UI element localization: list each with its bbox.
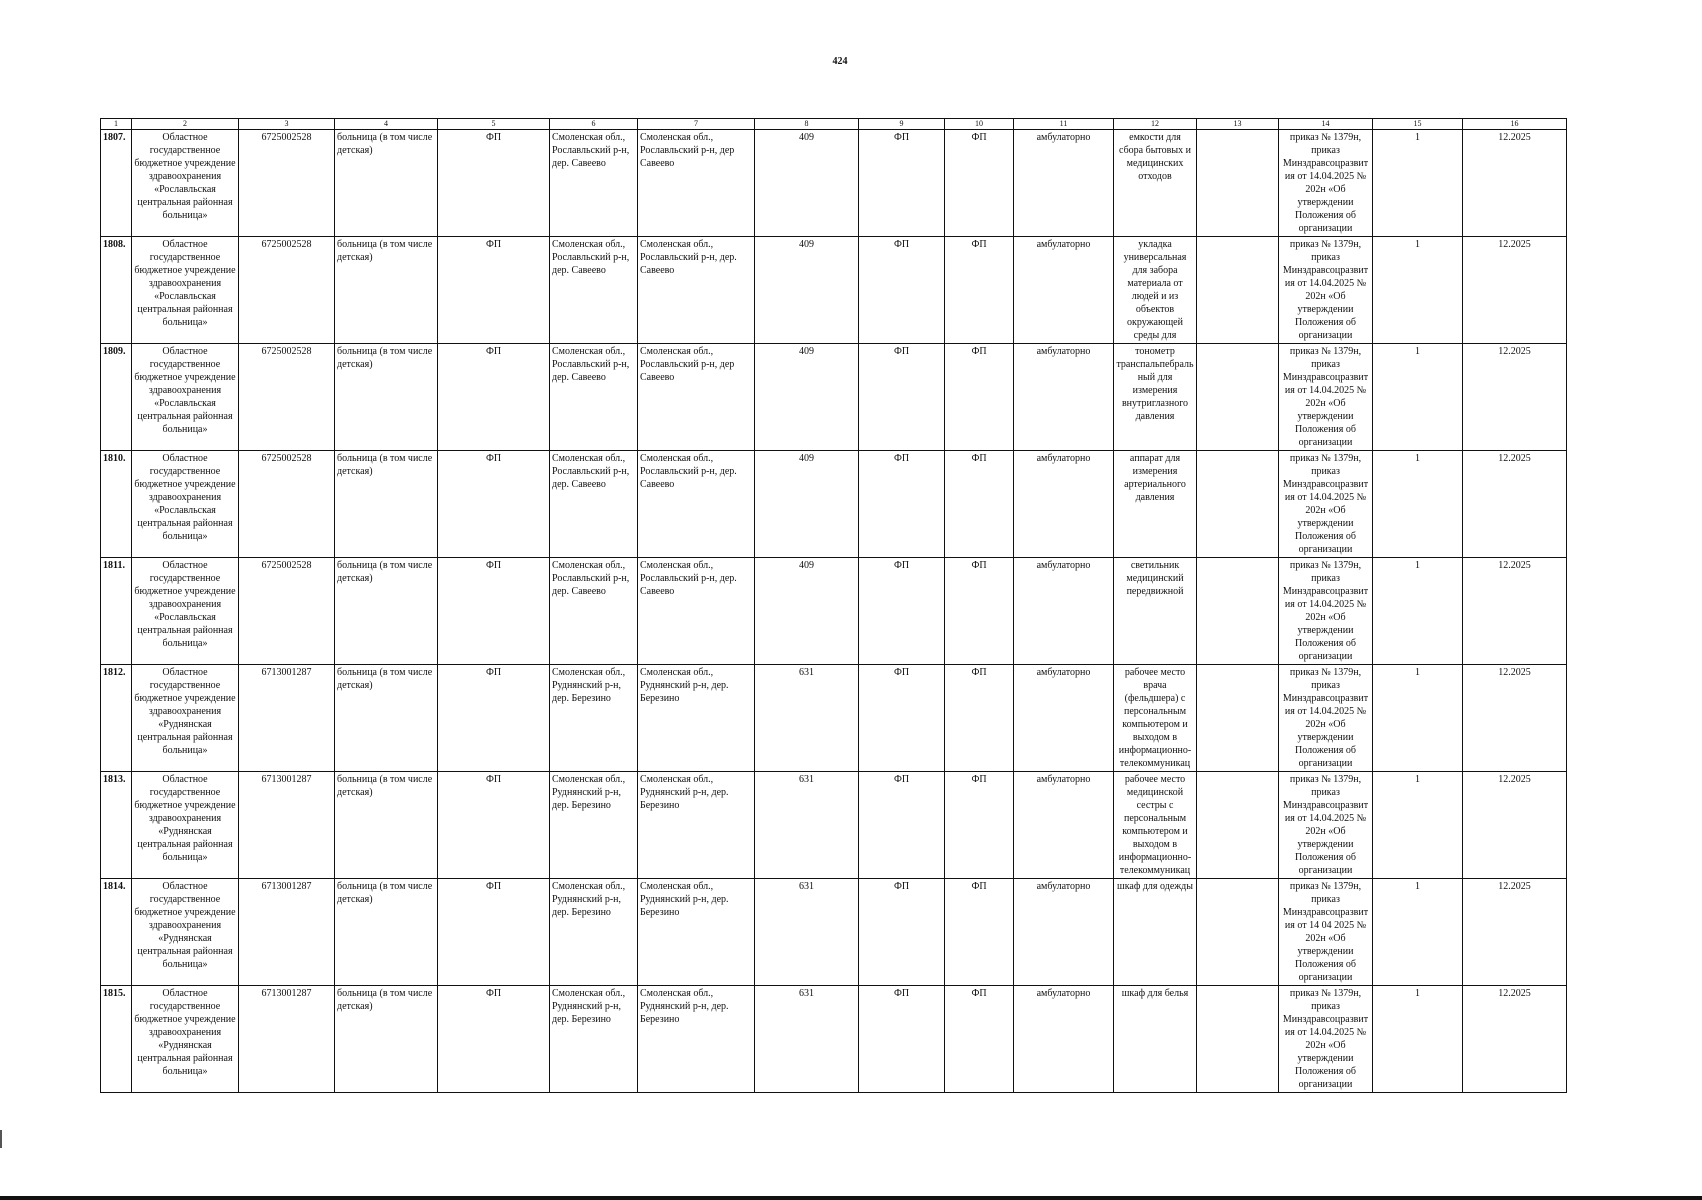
empty-cell [1197,772,1279,879]
unit-type: ФП [438,130,550,237]
inn-code: 6713001287 [239,772,335,879]
unit-type: ФП [438,986,550,1093]
actual-address: Смоленская обл., Руднянский р-н, дер. Березино [638,772,755,879]
actual-address: Смоленская обл., Рославльский р-н, дер. Савеево [638,237,755,344]
inn-code: 6725002528 [239,558,335,665]
due-date: 12.2025 [1463,130,1567,237]
equipment-name: шкаф для белья [1114,986,1197,1093]
due-date: 12.2025 [1463,451,1567,558]
population: 409 [755,237,859,344]
column-number: 14 [1279,119,1373,130]
column-number: 3 [239,119,335,130]
unit-kind: ФП [859,665,945,772]
organization-name: Областное государственное бюджетное учреждение здравоохранения «Рославльская центральная районная больница» [132,344,239,451]
quantity: 1 [1373,451,1463,558]
row-number: 1815. [101,986,132,1093]
table-row [101,986,1567,1093]
unit-kind: ФП [859,879,945,986]
unit-type: ФП [438,879,550,986]
regulation-reference: приказ № 1379н, приказ Минздравсоцразвития от 14.04.2025 № 202н «Об утверждении Положения об организации [1279,451,1373,558]
facility-type: больница (в том числе детская) [335,772,438,879]
unit-type: ФП [438,344,550,451]
row-number: 1807. [101,130,132,237]
actual-address: Смоленская обл., Рославльский р-н, дер. Савеево [638,558,755,665]
row-number: 1809. [101,344,132,451]
column-number: 5 [438,119,550,130]
population: 631 [755,772,859,879]
legal-address: Смоленская обл., Руднянский р-н, дер. Березино [550,879,638,986]
due-date: 12.2025 [1463,665,1567,772]
unit-kind-2: ФП [945,237,1014,344]
column-number: 11 [1014,119,1114,130]
scan-mark [0,1130,2,1148]
table-body [101,130,1567,1093]
actual-address: Смоленская обл., Рославльский р-н, дер Савеево [638,130,755,237]
care-conditions: амбулаторно [1014,344,1114,451]
unit-type: ФП [438,451,550,558]
population: 631 [755,879,859,986]
unit-kind-2: ФП [945,451,1014,558]
unit-kind: ФП [859,558,945,665]
unit-kind-2: ФП [945,665,1014,772]
unit-kind-2: ФП [945,986,1014,1093]
care-conditions: амбулаторно [1014,451,1114,558]
organization-name: Областное государственное бюджетное учреждение здравоохранения «Рославльская центральная районная больница» [132,451,239,558]
equipment-register-table [100,118,1567,1093]
unit-kind-2: ФП [945,344,1014,451]
facility-type: больница (в том числе детская) [335,237,438,344]
legal-address: Смоленская обл., Руднянский р-н, дер. Березино [550,665,638,772]
actual-address: Смоленская обл., Рославльский р-н, дер Савеево [638,344,755,451]
column-number: 13 [1197,119,1279,130]
regulation-reference: приказ № 1379н, приказ Минздравсоцразвития от 14.04.2025 № 202н «Об утверждении Положения об организации [1279,558,1373,665]
legal-address: Смоленская обл., Рославльский р-н, дер. Савеево [550,451,638,558]
legal-address: Смоленская обл., Рославльский р-н, дер. Савеево [550,130,638,237]
unit-kind: ФП [859,237,945,344]
empty-cell [1197,665,1279,772]
care-conditions: амбулаторно [1014,772,1114,879]
inn-code: 6725002528 [239,237,335,344]
organization-name: Областное государственное бюджетное учреждение здравоохранения «Руднянская центральная районная больница» [132,772,239,879]
equipment-name: шкаф для одежды [1114,879,1197,986]
organization-name: Областное государственное бюджетное учреждение здравоохранения «Руднянская центральная районная больница» [132,986,239,1093]
table-row [101,665,1567,772]
organization-name: Областное государственное бюджетное учреждение здравоохранения «Рославльская центральная районная больница» [132,237,239,344]
legal-address: Смоленская обл., Рославльский р-н, дер. Савеево [550,558,638,665]
row-number: 1814. [101,879,132,986]
inn-code: 6725002528 [239,344,335,451]
due-date: 12.2025 [1463,237,1567,344]
column-number: 12 [1114,119,1197,130]
equipment-name: емкости для сбора бытовых и медицинских отходов [1114,130,1197,237]
equipment-name: аппарат для измерения артериального давления [1114,451,1197,558]
column-number: 4 [335,119,438,130]
regulation-reference: приказ № 1379н, приказ Минздравсоцразвития от 14.04.2025 № 202н «Об утверждении Положения об организации [1279,344,1373,451]
actual-address: Смоленская обл., Рославльский р-н, дер. Савеево [638,451,755,558]
unit-type: ФП [438,558,550,665]
column-number: 15 [1373,119,1463,130]
unit-kind-2: ФП [945,772,1014,879]
regulation-reference: приказ № 1379н, приказ Минздравсоцразвития от 14.04.2025 № 202н «Об утверждении Положения об организации [1279,237,1373,344]
due-date: 12.2025 [1463,558,1567,665]
empty-cell [1197,130,1279,237]
unit-kind: ФП [859,772,945,879]
quantity: 1 [1373,665,1463,772]
row-number: 1812. [101,665,132,772]
column-number: 9 [859,119,945,130]
column-number: 16 [1463,119,1567,130]
equipment-name: укладка универсальная для забора материала от людей и из объектов окружающей среды для [1114,237,1197,344]
population: 409 [755,344,859,451]
table-row [101,772,1567,879]
quantity: 1 [1373,237,1463,344]
population: 631 [755,665,859,772]
legal-address: Смоленская обл., Рославльский р-н, дер. Савеево [550,237,638,344]
empty-cell [1197,986,1279,1093]
organization-name: Областное государственное бюджетное учреждение здравоохранения «Руднянская центральная районная больница» [132,879,239,986]
unit-type: ФП [438,665,550,772]
scan-bottom-edge [0,1196,1702,1200]
organization-name: Областное государственное бюджетное учреждение здравоохранения «Руднянская центральная районная больница» [132,665,239,772]
quantity: 1 [1373,772,1463,879]
regulation-reference: приказ № 1379н, приказ Минздравсоцразвития от 14 04 2025 № 202н «Об утверждении Положения об организации [1279,879,1373,986]
column-number: 6 [550,119,638,130]
row-number: 1811. [101,558,132,665]
care-conditions: амбулаторно [1014,665,1114,772]
column-number: 10 [945,119,1014,130]
due-date: 12.2025 [1463,986,1567,1093]
page-number: 424 [832,56,848,67]
empty-cell [1197,451,1279,558]
actual-address: Смоленская обл., Руднянский р-н, дер. Березино [638,879,755,986]
care-conditions: амбулаторно [1014,558,1114,665]
table-row [101,344,1567,451]
table-row [101,237,1567,344]
facility-type: больница (в том числе детская) [335,665,438,772]
quantity: 1 [1373,986,1463,1093]
organization-name: Областное государственное бюджетное учреждение здравоохранения «Рославльская центральная районная больница» [132,130,239,237]
actual-address: Смоленская обл., Руднянский р-н, дер. Березино [638,665,755,772]
due-date: 12.2025 [1463,879,1567,986]
table-row [101,451,1567,558]
quantity: 1 [1373,130,1463,237]
empty-cell [1197,558,1279,665]
population: 409 [755,130,859,237]
table-row [101,130,1567,237]
column-number: 1 [101,119,132,130]
unit-kind: ФП [859,451,945,558]
table-row [101,558,1567,665]
equipment-name: рабочее место врача (фельдшера) с персональным компьютером и выходом в информационно-телекоммуникац [1114,665,1197,772]
inn-code: 6725002528 [239,451,335,558]
facility-type: больница (в том числе детская) [335,130,438,237]
regulation-reference: приказ № 1379н, приказ Минздравсоцразвития от 14.04.2025 № 202н «Об утверждении Положения об организации [1279,772,1373,879]
column-number: 2 [132,119,239,130]
column-number: 7 [638,119,755,130]
care-conditions: амбулаторно [1014,986,1114,1093]
row-number: 1813. [101,772,132,879]
quantity: 1 [1373,344,1463,451]
unit-type: ФП [438,772,550,879]
unit-kind-2: ФП [945,558,1014,665]
facility-type: больница (в том числе детская) [335,558,438,665]
unit-kind: ФП [859,130,945,237]
population: 409 [755,451,859,558]
facility-type: больница (в том числе детская) [335,451,438,558]
due-date: 12.2025 [1463,344,1567,451]
empty-cell [1197,237,1279,344]
facility-type: больница (в том числе детская) [335,344,438,451]
unit-type: ФП [438,237,550,344]
equipment-name: светильник медицинский передвижной [1114,558,1197,665]
population: 631 [755,986,859,1093]
regulation-reference: приказ № 1379н, приказ Минздравсоцразвития от 14.04.2025 № 202н «Об утверждении Положения об организации [1279,130,1373,237]
row-number: 1808. [101,237,132,344]
care-conditions: амбулаторно [1014,879,1114,986]
quantity: 1 [1373,879,1463,986]
due-date: 12.2025 [1463,772,1567,879]
regulation-reference: приказ № 1379н, приказ Минздравсоцразвития от 14.04.2025 № 202н «Об утверждении Положения об организации [1279,665,1373,772]
unit-kind: ФП [859,344,945,451]
inn-code: 6713001287 [239,879,335,986]
row-number: 1810. [101,451,132,558]
care-conditions: амбулаторно [1014,130,1114,237]
care-conditions: амбулаторно [1014,237,1114,344]
inn-code: 6725002528 [239,130,335,237]
table-row [101,879,1567,986]
empty-cell [1197,344,1279,451]
inn-code: 6713001287 [239,986,335,1093]
legal-address: Смоленская обл., Руднянский р-н, дер. Березино [550,772,638,879]
regulation-reference: приказ № 1379н, приказ Минздравсоцразвития от 14.04.2025 № 202н «Об утверждении Положения об организации [1279,986,1373,1093]
legal-address: Смоленская обл., Рославльский р-н, дер. Савеево [550,344,638,451]
inn-code: 6713001287 [239,665,335,772]
equipment-name: рабочее место медицинской сестры с персональным компьютером и выходом в информационно-телекоммуникац [1114,772,1197,879]
actual-address: Смоленская обл., Руднянский р-н, дер. Березино [638,986,755,1093]
quantity: 1 [1373,558,1463,665]
population: 409 [755,558,859,665]
column-number: 8 [755,119,859,130]
legal-address: Смоленская обл., Руднянский р-н, дер. Березино [550,986,638,1093]
facility-type: больница (в том числе детская) [335,879,438,986]
unit-kind: ФП [859,986,945,1093]
organization-name: Областное государственное бюджетное учреждение здравоохранения «Рославльская центральная районная больница» [132,558,239,665]
equipment-name: тонометр транспальпебральный для измерения внутриглазного давления [1114,344,1197,451]
facility-type: больница (в том числе детская) [335,986,438,1093]
unit-kind-2: ФП [945,130,1014,237]
unit-kind-2: ФП [945,879,1014,986]
column-number-row [101,119,1567,130]
empty-cell [1197,879,1279,986]
